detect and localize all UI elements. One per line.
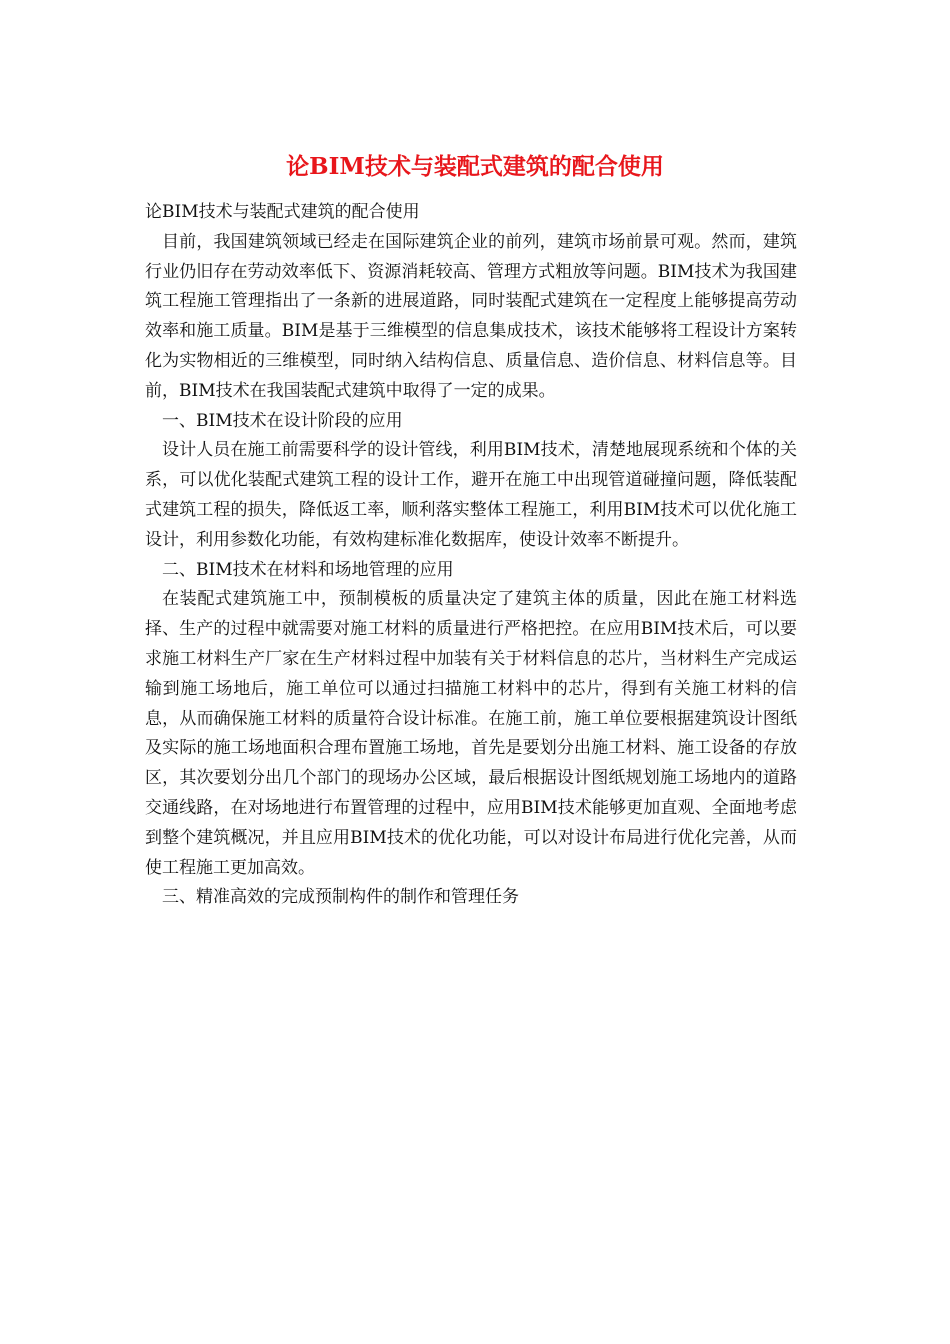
section-heading-1: 一、BIM技术在设计阶段的应用	[162, 410, 403, 431]
section-heading-3: 三、精准高效的完成预制构件的制作和管理任务	[162, 887, 519, 908]
document-title: 论BIM技术与装配式建筑的配合使用	[286, 153, 664, 180]
section-2-paragraph: 在装配式建筑施工中，预制模板的质量决定了建筑主体的质量，因此在施工材料选择、生产的过程中就需要对施工材料的质量进行严格把控。在应用BIM技术后，可以要求施工材料生产厂家在生产材料过程中加装有关于材料信息的芯片，当材料生产完成运输到施工场地后，施工单位可以通过扫描施工材料中的芯片，得到有关施工材料的信息，从而确保施工材料的质量符合设计标准。在施工前，施工单位要根据建筑设计图纸及实际的施工场地面积合理布置施工场地，首先是要划分出施工材料、施工设备的存放区，其次要划分出几个部门的现场办公区域，最后根据设计图纸规划施工场地内的道路交通线路，在对场地进行布置管理的过程中，应用BIM技术能够更加直观、全面地考虑到整个建筑概况，并且应用BIM技术的优化功能，可以对设计布局进行优化完善，从而使工程施工更加高效。	[145, 589, 797, 878]
intro-paragraph: 目前，我国建筑领域已经走在国际建筑企业的前列，建筑市场前景可观。然而，建筑行业仍旧存在劳动效率低下、资源消耗较高、管理方式粗放等问题。BIM技术为我国建筑工程施工管理指出了一条新的进展道路，同时装配式建筑在一定程度上能够提高劳动效率和施工质量。BIM是基于三维模型的信息集成技术，该技术能够将工程设计方案转化为实物相近的三维模型，同时纳入结构信息、质量信息、造价信息、材料信息等。目前，BIM技术在我国装配式建筑中取得了一定的成果。	[145, 231, 797, 401]
document-subtitle: 论BIM技术与装配式建筑的配合使用	[145, 202, 420, 222]
section-1-paragraph: 设计人员在施工前需要科学的设计管线，利用BIM技术，清楚地展现系统和个体的关系，可以优化装配式建筑工程的设计工作，避开在施工中出现管道碰撞问题，降低装配式建筑工程的损失，降低返工率，顺利落实整体工程施工，利用BIM技术可以优化施工设计，利用参数化功能，有效构建标准化数据库，使设计效率不断提升。	[145, 440, 797, 550]
document-body	[145, 198, 797, 913]
section-heading-2: 二、BIM技术在材料和场地管理的应用	[162, 559, 454, 580]
